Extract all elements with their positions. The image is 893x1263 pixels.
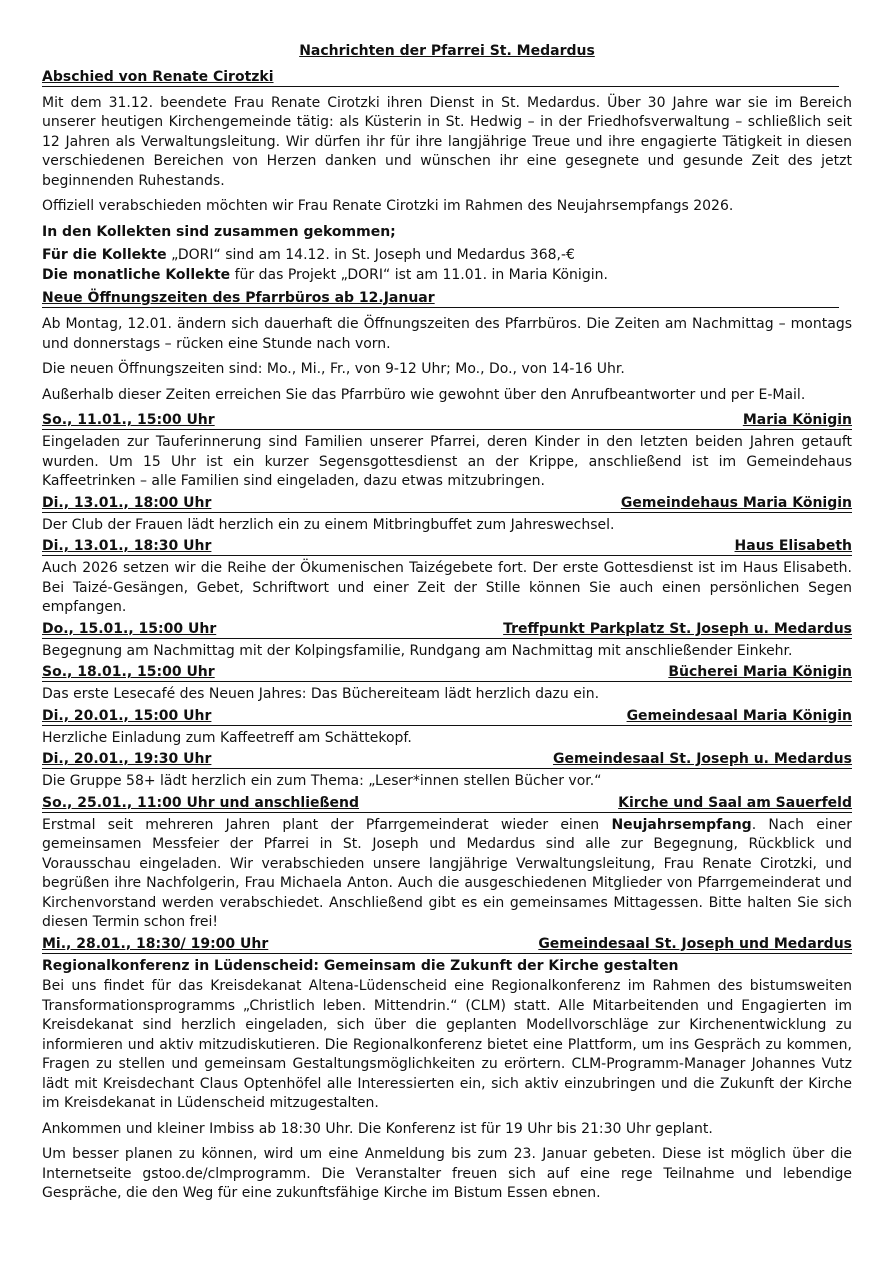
kollekten-line	[42, 266, 852, 286]
section-heading-abschied: Abschied von Renate Cirotzki	[42, 68, 839, 87]
event-date: So., 11.01., 15:00 Uhr	[42, 412, 215, 428]
paragraph: Die neuen Öffnungszeiten sind: Mo., Mi., Fr., von 9-12 Uhr; Mo., Do., von 14-16 Uhr.	[42, 361, 625, 377]
event-place: Haus Elisabeth	[734, 538, 852, 554]
event-date: Di., 13.01., 18:00 Uhr	[42, 494, 212, 511]
paragraph: Ankommen und kleiner Imbiss ab 18:30 Uhr. Die Konferenz ist für 19 Uhr bis 21:30 Uhr geplant.	[42, 1120, 713, 1137]
event-text: Die Gruppe 58+ lädt herzlich ein zum Thema: „Leser*innen stellen Bücher vor.“	[42, 773, 602, 789]
event-date: Mi., 28.01., 18:30/ 19:00 Uhr	[42, 935, 269, 952]
kollekten-label: Die monatliche Kollekte	[42, 266, 231, 283]
event-text: Begegnung am Nachmittag mit der Kolpingsfamilie, Rundgang am Nachmittag mit anschließender Einkehr.	[42, 642, 793, 659]
event-header	[42, 794, 852, 813]
event-header	[42, 663, 852, 682]
paragraph: Ab Montag, 12.01. ändern sich dauerhaft die Öffnungszeiten des Pfarrbüros. Die Zeiten am Nachmittag – montags und donnerstags – rücken eine Stunde nach vorn.	[42, 316, 852, 352]
event-list	[42, 411, 852, 792]
event-place: Bücherei Maria Königin	[668, 664, 852, 680]
kollekten-text: für das Projekt „DORI“ ist am 11.01. in Maria Königin.	[230, 266, 608, 283]
event-header	[42, 494, 852, 513]
event-date: Di., 13.01., 18:30 Uhr	[42, 538, 212, 554]
event-date: So., 25.01., 11:00 Uhr und anschließend	[42, 794, 360, 811]
section-heading-oeffnungszeiten: Neue Öffnungszeiten des Pfarrbüros ab 12.Januar	[42, 289, 839, 308]
text-bold: Neujahrsempfang	[611, 816, 752, 833]
event-date: Di., 20.01., 15:00 Uhr	[42, 707, 212, 724]
event-subheading: Regionalkonferenz in Lüdenscheid: Gemeinsam die Zukunft der Kirche gestalten	[42, 957, 679, 974]
event-text: Auch 2026 setzen wir die Reihe der Ökumenischen Taizégebete fort. Der erste Gottesdienst ist im Haus Elisabeth. Bei Taizé-Gesängen, Gebet, Schriftwort und einer Zeit der Stille können Sie auch einen persönlichen Segen empfangen.	[42, 560, 852, 615]
page-title: Nachrichten der Pfarrei St. Medardus	[299, 43, 595, 59]
event-header	[42, 707, 852, 726]
event-place: Gemeindehaus Maria Königin	[620, 494, 852, 511]
event-place: Gemeindesaal Maria Königin	[626, 707, 852, 724]
event-header	[42, 935, 852, 954]
text: Erstmal seit mehreren Jahren plant der Pfarrgemeinderat wieder einen	[42, 816, 612, 833]
event-place: Maria Königin	[742, 412, 852, 428]
event-header	[42, 537, 852, 556]
text: . Nach einer gemeinsamen Messfeier der Pfarrei in St. Joseph und Medardus sind alle zur Begegnung, Rückblick und Vorausschau eingeladen. Wir verabschieden unsere langjährige Verwaltungsleitung, Frau Renate Cirotzki, und begrüßen ihre Nachfolgerin, Frau Michaela Anton. Auch die ausgeschiedenen Mitglieder von Pfarrgemeinderat und Kirchenvorstand werden verabschiedet. Anschließend gibt es ein gemeinsames Mittagessen. Bitte halten Sie sich diesen Termin schon frei!	[42, 816, 853, 930]
event-date: Do., 15.01., 15:00 Uhr	[42, 620, 217, 637]
paragraph: Bei uns findet für das Kreisdekanat Altena-Lüdenscheid eine Regionalkonferenz im Rahmen des bistumsweiten Transformationsprogramms „Christlich leben. Mittendrin.“ (CLM) statt. Alle Mitarbeitenden und Engagierten im Kreisdekanat sind herzlich eingeladen, sich über die geplanten Modellvorschläge zur Kirchenentwicklung zu informieren und aktiv mitzudiskutieren. Die Regionalkonferenz bietet eine Plattform, um ins Gespräch zu kommen, Fragen zu stellen und gemeinsam Gestaltungsmöglichkeiten zu erörtern. CLM-Programm-Manager Johannes Vutz lädt mit Kreisdechant Claus Optenhöfel alle Interessierten ein, sich aktiv einzubringen und die Zukunft der Kirche im Kreisdekanat in Lüdenscheid mitzugestalten.	[42, 978, 852, 1111]
event-date: So., 18.01., 15:00 Uhr	[42, 664, 215, 680]
event-text: Herzliche Einladung zum Kaffeetreff am Schättekopf.	[42, 729, 412, 746]
kollekten-line	[42, 246, 852, 266]
newsletter-page	[42, 42, 852, 1210]
event-date: Di., 20.01., 19:30 Uhr	[42, 751, 212, 767]
paragraph: Außerhalb dieser Zeiten erreichen Sie das Pfarrbüro wie gewohnt über den Anrufbeantworter und per E-Mail.	[42, 386, 806, 403]
event-place: Treffpunkt Parkplatz St. Joseph u. Medardus	[503, 620, 852, 637]
paragraph: Mit dem 31.12. beendete Frau Renate Cirotzki ihren Dienst in St. Medardus. Über 30 Jahre war sie im Bereich unserer heutigen Kirchengemeinde tätig: als Küsterin in St. Hedwig – in der Friedhofsverwaltung – schließlich seit 12 Jahren als Verwaltungsleitung. Wir dürfen ihr für ihre langjährige Treue und ihre engagierte Tätigkeit in diesen verschiedenen Bereichen von Herzen danken und wünschen ihr eine gesegnete und gesunde Zeit des jetzt beginnenden Ruhestands.	[42, 94, 852, 189]
paragraph: Um besser planen zu können, wird um eine Anmeldung bis zum 23. Januar gebeten. Diese ist möglich über die Internetseite gstoo.de/clmprogramm. Die Veranstalter freuen sich auf eine rege Teilnahme und lebendige Gespräche, die den Weg für eine zukunftsfähige Kirche im Bistum Essen ebnen.	[42, 1146, 852, 1201]
kollekten-heading: In den Kollekten sind zusammen gekommen;	[42, 223, 396, 240]
event-place: Kirche und Saal am Sauerfeld	[618, 794, 852, 811]
event-header	[42, 750, 852, 769]
kollekten-text: „DORI“ sind am 14.12. in St. Joseph und Medardus 368,-€	[166, 247, 575, 263]
kollekten-label: Für die Kollekte	[42, 247, 167, 263]
event-place: Gemeindesaal St. Joseph u. Medardus	[552, 751, 852, 767]
event-text: Der Club der Frauen lädt herzlich ein zu einem Mitbringbuffet zum Jahreswechsel.	[42, 516, 615, 533]
event-text	[42, 816, 852, 933]
event-header	[42, 411, 852, 430]
event-text: Eingeladen zur Tauferinnerung sind Familien unserer Pfarrei, deren Kinder in den letzten beiden Jahren getauft wurden. Um 15 Uhr ist ein kurzer Segensgottesdienst an der Krippe, anschließend ist im Gemeindehaus Kaffeetrinken – alle Familien sind eingeladen, dazu etwas mitzubringen.	[42, 434, 852, 489]
paragraph: Offiziell verabschieden möchten wir Frau Renate Cirotzki im Rahmen des Neujahrsempfangs 2026.	[42, 198, 734, 214]
event-place: Gemeindesaal St. Joseph und Medardus	[538, 935, 852, 952]
event-header	[42, 620, 852, 639]
event-text: Das erste Lesecafé des Neuen Jahres: Das Büchereiteam lädt herzlich dazu ein.	[42, 686, 600, 702]
